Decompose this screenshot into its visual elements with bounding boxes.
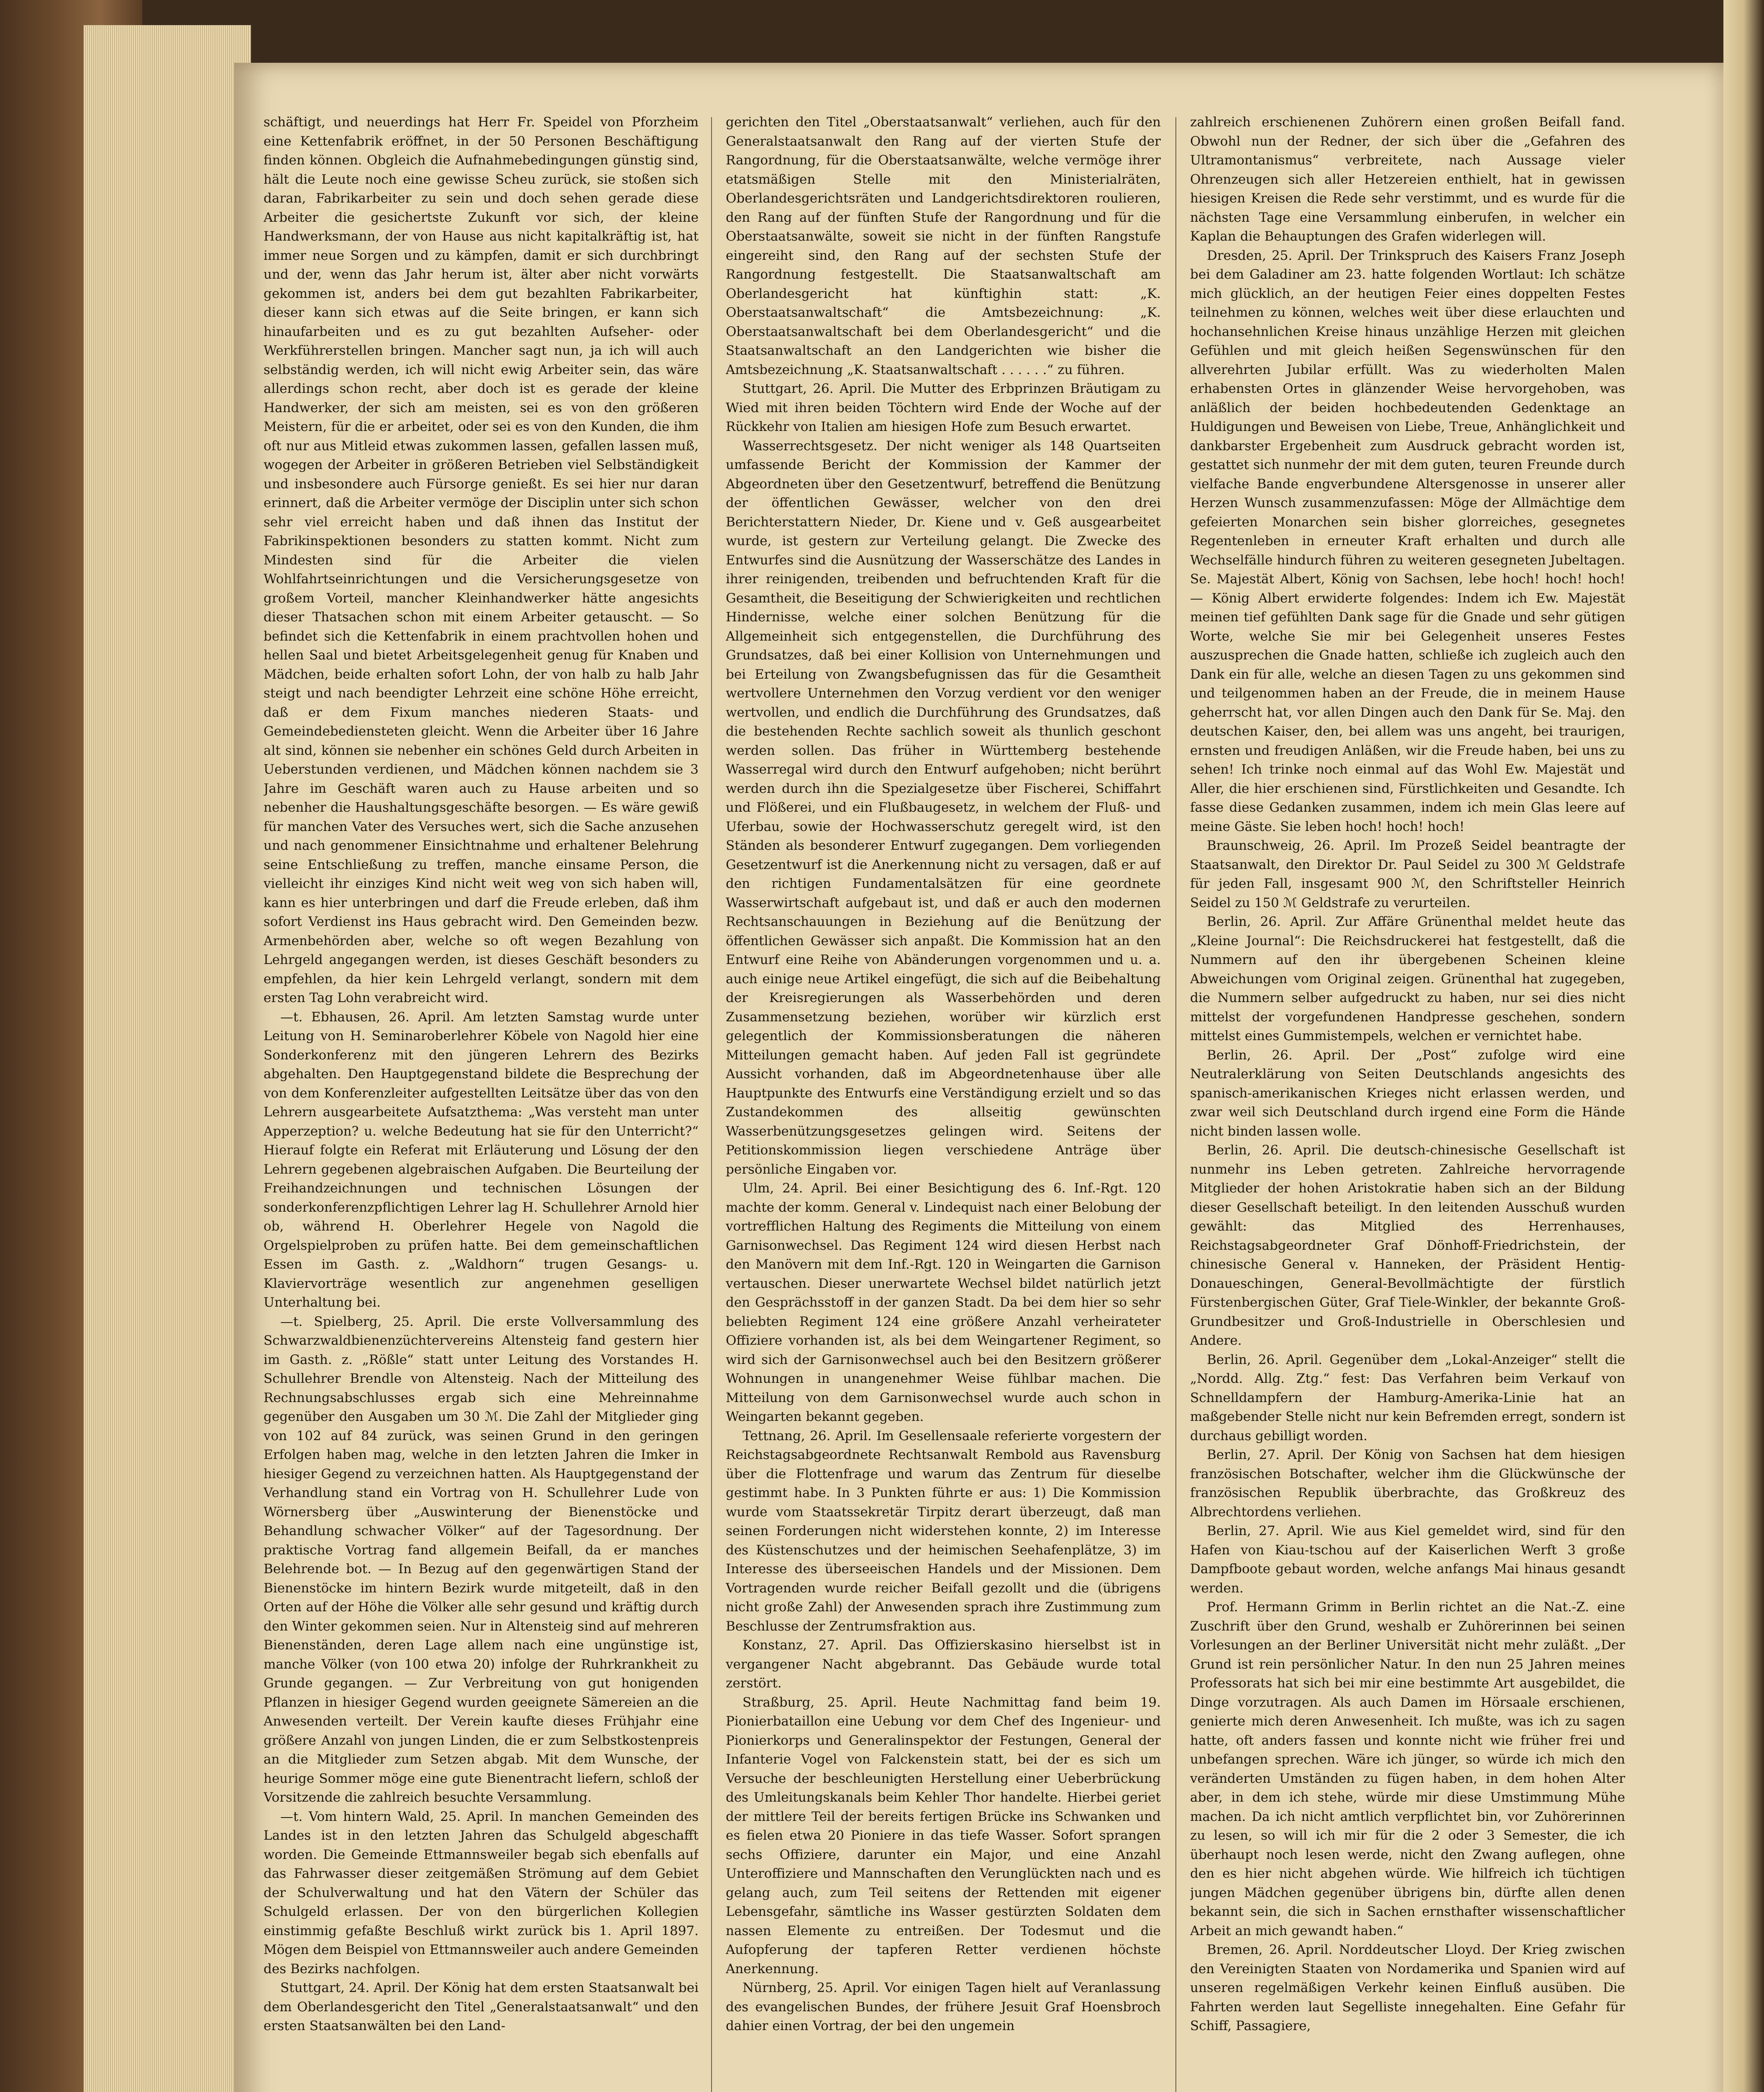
next-page-edge [1723, 0, 1764, 2092]
article-paragraph: —t. Ebhausen, 26. April. Am letzten Samstag wurde unter Leitung von H. Seminaroberlehrer Köbele von Nagold hier eine Sonderkonferenz mit den jüngeren Lehrern des Bezirks abgehalten. Den Hauptgegenstand bildete die Besprechung der von dem Konferenzleiter aufgestellten Leitsätze über das von den Lehrern ausgearbeitete Aufsatzthema: „Was versteht man unter Apperzeption? u. welche Bedeutung hat sie für den Unterricht?“ Hierauf folgte ein Referat mit Erläuterung und Lösung der den Lehrern gegebenen algebraischen Aufgaben. Die Beurteilung der Freihandzeichnungen und technischen Lösungen der sonderkonferenzpflichtigen Lehrer lag H. Schullehrer Arnold hier ob, während H. Oberlehrer Hegele von Nagold die Orgelspielproben zu prüfen hatte. Bei dem gemeinschaftlichen Essen im Gasth. z. „Waldhorn“ trugen Gesangs- u. Klaviervorträge wesentlich zur angenehmen geselligen Unterhaltung bei. [264, 1009, 699, 1310]
article-paragraph: Berlin, 27. April. Wie aus Kiel gemeldet wird, sind für den Hafen von Kiau-tschou auf der Kaiserlichen Werft 3 große Dampfboote gebaut worden, welche anfangs Mai hinaus gesandt werden. [1190, 1523, 1625, 1596]
article-paragraph: Konstanz, 27. April. Das Offizierskasino hierselbst ist in vergangener Nacht abgebrannt. Das Gebäude wurde total zerstört. [726, 1638, 1161, 1691]
article-paragraph: Ulm, 24. April. Bei einer Besichtigung des 6. Inf.-Rgt. 120 machte der komm. General v. Lindequist nach einer Belobung der vortrefflichen Haltung des Regiments die Mitteilung von einem Garnisonwechsel. Das Regiment 124 wird diesen Herbst nach den Manövern mit dem Inf.-Rgt. 120 in Weingarten die Garnison vertauschen. Dieser unerwartete Wechsel bildet natürlich jetzt den Gesprächsstoff in der ganzen Stadt. Da bei dem hier so sehr beliebten Regiment 124 eine größere Anzahl verheirateter Offiziere vorhanden ist, als bei dem Weingartener Regiment, so wird sich der Garnisonwechsel auch bei den Besitzern größerer Wohnungen in unangenehmer Weise fühlbar machen. Die Mitteilung von dem Garnisonwechsel wurde auch schon in Weingarten bekannt gegeben. [726, 1181, 1161, 1424]
column-rule [711, 117, 712, 2092]
article-paragraph: Berlin, 26. April. Zur Affäre Grünenthal meldet heute das „Kleine Journal“: Die Reichsdruckerei hat festgestellt, daß die Nummern auf den ihr übergebenen Scheinen kleine Abweichungen vom Original zeigen. Grünenthal hat zugegeben, die Nummern selber aufgedruckt zu haben, nur sei dies nicht mittelst der vorgefundenen Handpresse geschehen, sondern mittelst eines Gummistempels, welchen er vernichtet habe. [1190, 914, 1625, 1043]
newspaper-page [234, 63, 1723, 2092]
article-paragraph: gerichten den Titel „Oberstaatsanwalt“ verliehen, auch für den Generalstaatsanwalt den Rang auf der vierten Stufe der Rangordnung, für die Oberstaatsanwälte, welche vermöge ihrer etatsmäßigen Stelle mit den Ministerialräten, Oberlandesgerichtsräten und Landgerichtsdirektoren roulieren, den Rang auf der fünften Stufe der Rangordnung und für die Oberstaatsanwälte, soweit sie nicht in der fünften Rangstufe eingereiht sind, den Rang auf der sechsten Stufe der Rangordnung festgestellt. Die Staatsanwaltschaft am Oberlandesgericht hat künftighin statt: „K. Oberstaatsanwaltschaft“ die Amtsbezeichnung: „K. Oberstaatsanwaltschaft bei dem Oberlandesgericht“ und die Staatsanwaltschaft an den Landgerichten wie bisher die Amtsbezeichnung „K. Staatsanwaltschaft . . . . . .“ zu führen. [726, 115, 1161, 377]
article-paragraph: Stuttgart, 24. April. Der König hat dem ersten Staatsanwalt bei dem Oberlandesgericht den Titel „Generalstaatsanwalt“ und den ersten Staatsanwälten bei den Land- [264, 1980, 699, 2033]
column-3 [1190, 113, 1625, 2092]
column-rule [1175, 117, 1176, 2092]
article-paragraph: Berlin, 26. April. Die deutsch-chinesische Gesellschaft ist nunmehr ins Leben getreten. Zahlreiche hervorragende Mitglieder der hohen Aristokratie haben sich an der Bildung dieser Gesellschaft beteiligt. In den leitenden Ausschuß wurden gewählt: das Mitglied des Herrenhauses, Reichstagsabgeordneter Graf Dönhoff-Friedrichstein, der chinesische General v. Hanneken, der Präsident Hentig-Donaueschingen, General-Bevollmächtigte der fürstlich Fürstenbergischen Güter, Graf Tiele-Winkler, der bekannte Groß-Grundbesitzer und Groß-Industrielle in Oberschlesien und Andere. [1190, 1143, 1625, 1348]
article-paragraph: Tettnang, 26. April. Im Gesellensaale referierte vorgestern der Reichstagsabgeordnete Rechtsanwalt Rembold aus Ravensburg über die Flottenfrage und warum das Zentrum für dieselbe gestimmt habe. In 3 Punkten führte er aus: 1) Die Kommission wurde vom Staatssekretär Tirpitz derart überzeugt, daß man seinen Forderungen nicht widerstehen konnte, 2) im Interesse des Küstenschutzes und der heimischen Seehafenplätze, 3) im Interesse des überseeischen Handels und der Missionen. Dem Vortragenden wurde reicher Beifall gezollt und die (übrigens nicht große Zahl) der Anwesenden sprach ihre Zustimmung zum Beschlusse der Zentrumsfraktion aus. [726, 1428, 1161, 1634]
article-paragraph: Berlin, 26. April. Der „Post“ zufolge wird eine Neutralerklärung von Seiten Deutschlands angesichts des spanisch-amerikanischen Krieges nicht erlassen werden, und zwar weil sich Deutschland durch irgend eine Form die Hände nicht binden lassen wolle. [1190, 1047, 1625, 1139]
article-paragraph: Stuttgart, 26. April. Die Mutter des Erbprinzen Bräutigam zu Wied mit ihren beiden Töchtern wird Ende der Woche auf der Rückkehr von Italien am hiesigen Hofe zum Besuch erwartet. [726, 381, 1161, 434]
page-edges [84, 25, 251, 2092]
article-paragraph: Berlin, 26. April. Gegenüber dem „Lokal-Anzeiger“ stellt die „Nordd. Allg. Ztg.“ fest: Das Verfahren beim Verkauf von Schnelldampfern der Hamburg-Amerika-Linie hat an maßgebender Stelle nicht nur kein Befremden erregt, sondern ist durchaus gebilligt worden. [1190, 1352, 1625, 1443]
column-1 [264, 113, 699, 2092]
article-paragraph: Bremen, 26. April. Norddeutscher Lloyd. Der Krieg zwischen den Vereinigten Staaten von Nordamerika und Spanien wird auf unseren regelmäßigen Verkehr keinen Einfluß ausüben. Die Fahrten werden laut Segelliste innegehalten. Eine Gefahr für Schiff, Passagiere, [1190, 1942, 1625, 2033]
article-paragraph: zahlreich erschienenen Zuhörern einen großen Beifall fand. Obwohl nun der Redner, der sich über die „Gefahren des Ultramontanismus“ verbreitete, nach Aussage vieler Ohrenzeugen sich aller Hetzereien enthielt, hat in gewissen hiesigen Kreisen die Rede sehr verstimmt, und es wurde für die nächsten Tage eine Versammlung einberufen, in welcher ein Kaplan die Behauptungen des Grafen widerlegen will. [1190, 115, 1625, 244]
article-paragraph: Nürnberg, 25. April. Vor einigen Tagen hielt auf Veranlassung des evangelischen Bundes, der frühere Jesuit Graf Hoensbroch dahier einen Vortrag, der bei den ungemein [726, 1980, 1161, 2033]
article-paragraph: Prof. Hermann Grimm in Berlin richtet an die Nat.-Z. eine Zuschrift über den Grund, weshalb er Zuhörerinnen bei seinen Vorlesungen an der Berliner Universität nicht mehr zuläßt. „Der Grund ist rein persönlicher Natur. In den nun 25 Jahren meines Professorats hat sich bei mir eine bestimmte Art ausgebildet, die Dinge vorzutragen. Als auch Damen im Hörsaale erschienen, genierte mich deren Anwesenheit. Ich mußte, was ich zu sagen hatte, oft anders fassen und konnte nicht wie früher frei und unbefangen sprechen. Wäre ich jünger, so würde ich mich den veränderten Umständen zu fügen haben, in dem hohen Alter aber, in dem ich stehe, würde mir diese Umstimmung Mühe machen. Da ich nicht amtlich verpflichtet bin, vor Zuhörerinnen zu lesen, so will ich mir für die 2 oder 3 Semester, die ich überhaupt noch lesen werde, nicht den Zwang auflegen, ohne den es hier nicht abgehen würde. Wie hilfreich ich tüchtigen jungen Mädchen gegenüber übrigens bin, dürfte allen denen bekannt sein, die sich in Sachen ernsthafter wissenschaftlicher Arbeit an mich gewandt haben.“ [1190, 1600, 1625, 1938]
article-paragraph: —t. Vom hintern Wald, 25. April. In manchen Gemeinden des Landes ist in den letzten Jahren das Schulgeld abgeschafft worden. Die Gemeinde Ettmannsweiler begab sich ebenfalls auf das Fahrwasser dieser zeitgemäßen Strömung auf dem Gebiet der Schulverwaltung und hat den Vätern der Schüler das Schulgeld erlassen. Der von den bürgerlichen Kollegien einstimmig gefaßte Beschluß wirkt zurück bis 1. April 1897. Mögen dem Beispiel von Ettmannsweiler auch andere Gemeinden des Bezirks nachfolgen. [264, 1809, 699, 1977]
article-paragraph: Dresden, 25. April. Der Trinkspruch des Kaisers Franz Joseph bei dem Galadiner am 23. hatte folgenden Wortlaut: Ich schätze mich glücklich, an der heutigen Feier eines doppelten Festes teilnehmen zu können, welches weit über diese erlauchten und hochansehnlichen Kreise hinaus unzählige Herzen mit gleichen Gefühlen und mit gleich heißen Segenswünschen für den allverehrten Jubilar erfüllt. Was zu wiederholten Malen erhabensten Ortes in glänzender Weise hervorgehoben, was anläßlich der beiden hochbedeutenden Gedenktage an Huldigungen und Beweisen von Liebe, Treue, Anhänglichkeit und dankbarster Ergebenheit zum Ausdruck gebracht worden ist, gestattet sich nunmehr der mit dem guten, teuren Freunde durch vielfache Bande engverbundene Altersgenosse in unserer aller Herzen Wunsch zusammenzufassen: Möge der Allmächtige dem gefeierten Monarchen sein bisher glorreiches, gesegnetes Regentenleben in erneuter Kraft erhalten und durch alle Wechselfälle hindurch führen zu weiteren gesegneten Jubeltagen. Se. Majestät Albert, König von Sachsen, lebe hoch! hoch! hoch! — König Albert erwiderte folgendes: Indem ich Ew. Majestät meinen tief gefühlten Dank sage für die Gnade und sehr gütigen Worte, welche Sie mir bei Gelegenheit unseres Festes auszusprechen die Gnade hatten, schließe ich zugleich auch den Dank ein für alle, welche an diesen Tagen zu uns gekommen sind und teilgenommen haben an der Freude, die in meinem Hause geherrscht hat, vor allen Dingen auch den Dank für Se. Maj. den deutschen Kaiser, den, bei allem was uns angeht, bei traurigen, ernsten und freudigen Anläßen, wir die Freude haben, bei uns zu sehen! Ich trinke noch einmal auf das Wohl Ew. Majestät und Aller, die hier erschienen sind, Fürstlichkeiten und Gesandte. Ich fasse diese Gedanken zusammen, indem ich mein Glas leere auf meine Gäste. Sie leben hoch! hoch! hoch! [1190, 248, 1625, 834]
article-paragraph: Wasserrechtsgesetz. Der nicht weniger als 148 Quartseiten umfassende Bericht der Kommission der Kammer der Abgeordneten über den Gesetzentwurf, betreffend die Benützung der öffentlichen Gewässer, welcher von den drei Berichterstattern Nieder, Dr. Kiene und v. Geß ausgearbeitet wurde, ist gestern zur Verteilung gelangt. Die Zwecke des Entwurfes sind die Ausnützung der Wasserschätze des Landes in ihrer reinigenden, treibenden und befruchtenden Kraft für die Gesamtheit, die Beseitigung der Schwierigkeiten und rechtlichen Hindernisse, welche einer solchen Benützung für die Allgemeinheit sich entgegenstellen, die Durchführung des Grundsatzes, daß bei einer Kollision von Unternehmungen und bei Erteilung von Zwangsbefugnissen das für die Gesamtheit wertvollere Unternehmen den Vorzug verdient vor den weniger wertvollen, und endlich die Durchführung des Grundsatzes, daß die bestehenden Rechte sachlich soweit als thunlich geschont werden sollen. Das früher in Württemberg bestehende Wasserregal wird durch den Entwurf aufgehoben; nicht berührt werden durch ihn die Spezialgesetze über Fischerei, Schiffahrt und Flößerei, und ein Flußbaugesetz, in welchem der Fluß- und Uferbau, sowie der Hochwasserschutz geregelt wird, ist den Ständen als besonderer Entwurf zugegangen. Dem vorliegenden Gesetzentwurf ist die Anerkennung nicht zu versagen, daß er auf den richtigen Fundamentalsätzen für eine geordnete Wasserwirtschaft aufgebaut ist, und daß er auch den modernen Rechtsanschauungen in Beziehung auf die Benützung der öffentlichen Gewässer sich anpaßt. Die Kommission hat an den Entwurf eine Reihe von Abänderungen vorgenommen und u. a. auch einige neue Artikel eingefügt, die sich auf die Beibehaltung der Kreisregierungen als Wasserbehörden und deren Zusammensetzung beziehen, worüber wir kürzlich erst gelegentlich der Kommissionsberatungen die näheren Mitteilungen gemacht haben. Auf jeden Fall ist gegründete Aussicht vorhanden, daß im Abgeordnetenhause über alle Hauptpunkte des Entwurfs eine Verständigung erzielt und so das Zustandekommen des allseitig gewünschten Wasserbenützungsgesetzes gelingen wird. Seitens der Petitionskommission liegen verschiedene Anträge über persönliche Eingaben vor. [726, 438, 1161, 1177]
article-paragraph: Berlin, 27. April. Der König von Sachsen hat dem hiesigen französischen Botschafter, welcher ihm die Glückwünsche der französischen Republik überbrachte, das Großkreuz des Albrechtordens verliehen. [1190, 1447, 1625, 1520]
article-paragraph: Straßburg, 25. April. Heute Nachmittag fand beim 19. Pionierbataillon eine Uebung vor dem Chef des Ingenieur- und Pionierkorps und Generalinspektor der Festungen, General der Infanterie Vogel von Falckenstein statt, bei der es sich um Versuche der beschleunigten Herstellung einer Ueberbrückung des Umleitungskanals beim Kehler Thor handelte. Hierbei geriet der mittlere Teil der bereits fertigen Brücke ins Schwanken und es fielen etwa 20 Pioniere in das tiefe Wasser. Sofort sprangen sechs Offiziere, darunter ein Major, und eine Anzahl Unteroffiziere und Mannschaften den Verunglückten nach und es gelang auch, zum Teil seitens der Rettenden mit eigener Lebensgefahr, sämtliche ins Wasser gestürzten Soldaten dem nassen Elemente zu entreißen. Der Todesmut und die Aufopferung der tapferen Retter verdienen höchste Anerkennung. [726, 1695, 1161, 1977]
article-paragraph: —t. Spielberg, 25. April. Die erste Vollversammlung des Schwarzwaldbienenzüchtervereins Altensteig fand gestern hier im Gasth. z. „Rößle“ statt unter Leitung des Vorstandes H. Schullehrer Brendle von Altensteig. Nach der Mitteilung des Rechnungsabschlusses ergab sich eine Mehreinnahme gegenüber den Ausgaben um 30 ℳ. Die Zahl der Mitglieder ging von 102 auf 84 zurück, was seinen Grund in den geringen Erfolgen haben mag, welche in den letzten Jahren die Imker in hiesiger Gegend zu verzeichnen hatten. Als Hauptgegenstand der Verhandlung stand ein Vortrag von H. Schullehrer Lude von Wörnersberg über „Auswinterung der Bienenstöcke und Behandlung schwacher Völker“ auf der Tagesordnung. Der praktische Vortrag fand allgemein Beifall, da er manches Belehrende bot. — In Bezug auf den gegenwärtigen Stand der Bienenstöcke im hintern Bezirk wurde mitgeteilt, daß in den Orten auf der Höhe die Völker alle sehr gesund und kräftig durch den Winter gekommen seien. Nur in Altensteig sind auf mehreren Bienenständen, deren Lage allem nach eine ungünstige ist, manche Völker (von 100 etwa 20) infolge der Ruhrkrankheit zu Grunde gegangen. — Zur Verbreitung von gut honigenden Pflanzen in hiesiger Gegend wurden geeignete Sämereien an die Anwesenden verteilt. Der Verein kaufte dieses Frühjahr eine größere Anzahl von jungen Linden, die er zum Selbstkostenpreis an die Mitglieder zum Setzen abgab. Mit dem Wunsche, der heurige Sommer möge eine gute Bienentracht liefern, schloß der Vorsitzende die zahlreich besuchte Versammlung. [264, 1314, 699, 1805]
article-paragraph: schäftigt, und neuerdings hat Herr Fr. Speidel von Pforzheim eine Kettenfabrik eröffnet, in der 50 Personen Beschäftigung finden können. Obgleich die Aufnahmebedingungen günstig sind, hält die Leute noch eine gewisse Scheu zurück, sie stoßen sich daran, Fabrikarbeiter zu sein und doch sehen gerade diese Arbeiter die gesichertste Zukunft vor sich, der kleine Handwerksmann, der von Hause aus nicht kapitalkräftig ist, hat immer neue Sorgen und zu kämpfen, damit er sich durchbringt und der, wenn das Jahr herum ist, älter aber nicht vorwärts gekommen ist, anders bei dem gut bezahlten Fabrikarbeiter, dieser kann sich etwas auf die Seite bringen, er kann sich hinaufarbeiten und es zu gut bezahlten Aufseher- oder Werkführerstellen bringen. Mancher sagt nun, ja ich will auch selbständig werden, ich will nicht ewig Arbeiter sein, das wäre allerdings schon recht, aber doch ist es gerade der kleine Handwerker, der sich am meisten, sei es von den größeren Meistern, für die er arbeitet, oder sei es von den Kunden, die ihm oft nur aus Mitleid etwas zukommen lassen, gefallen lassen muß, wogegen der Arbeiter in größeren Betrieben viel Selbständigkeit und insbesondere auch Fürsorge genießt. Es sei hier nur daran erinnert, daß die Arbeiter vermöge der Disciplin unter sich schon sehr viel erreicht haben und daß ihnen das Institut der Fabrikinspektionen besonders zu statten kommt. Nicht zum Mindesten sind für die Arbeiter die vielen Wohlfahrtseinrichtungen und die Versicherungsgesetze von großem Vorteil, mancher Kleinhandwerker hätte angesichts dieser Thatsachen schon mit einem Arbeiter getauscht. — So befindet sich die Kettenfabrik in einem prachtvollen hohen und hellen Saal und bietet Arbeitsgelegenheit genug für Knaben und Mädchen, beide erhalten sofort Lohn, der von halb zu halb Jahr steigt und nach beendigter Lehrzeit eine schöne Höhe erreicht, daß er dem Fixum manches niederen Staats- und Gemeindebediensteten gleicht. Wenn die Arbeiter über 16 Jahre alt sind, können sie nebenher ein schönes Geld durch Arbeiten in Ueberstunden verdienen, und Mädchen können nachdem sie 3 Jahre im Geschäft waren auch zu Hause arbeiten und so nebenher die Haushaltungsgeschäfte besorgen. — Es wäre gewiß für manchen Vater des Versuches wert, sich die Sache anzusehen und nach genommener Einsichtnahme und erhaltener Belehrung seine Entschließung zu treffen, manche einsame Person, die vielleicht ihr einziges Kind nicht weit weg von sich haben will, kann es hier unterbringen und darf die Freude erleben, daß ihm sofort Verdienst ins Haus gebracht wird. Den Gemeinden bezw. Armenbehörden aber, welche so oft wegen Bezahlung von Lehrgeld angegangen werden, ist dieses Geschäft besonders zu empfehlen, da hier kein Lehrgeld verlangt, sondern mit dem ersten Tag Lohn verabreicht wird. [264, 115, 699, 1005]
article-paragraph: Braunschweig, 26. April. Im Prozeß Seidel beantragte der Staatsanwalt, den Direktor Dr. Paul Seidel zu 300 ℳ Geldstrafe für jeden Fall, insgesamt 900 ℳ, den Schriftsteller Heinrich Seidel zu 150 ℳ Geldstrafe zu verurteilen. [1190, 838, 1625, 910]
column-2 [726, 113, 1161, 2092]
